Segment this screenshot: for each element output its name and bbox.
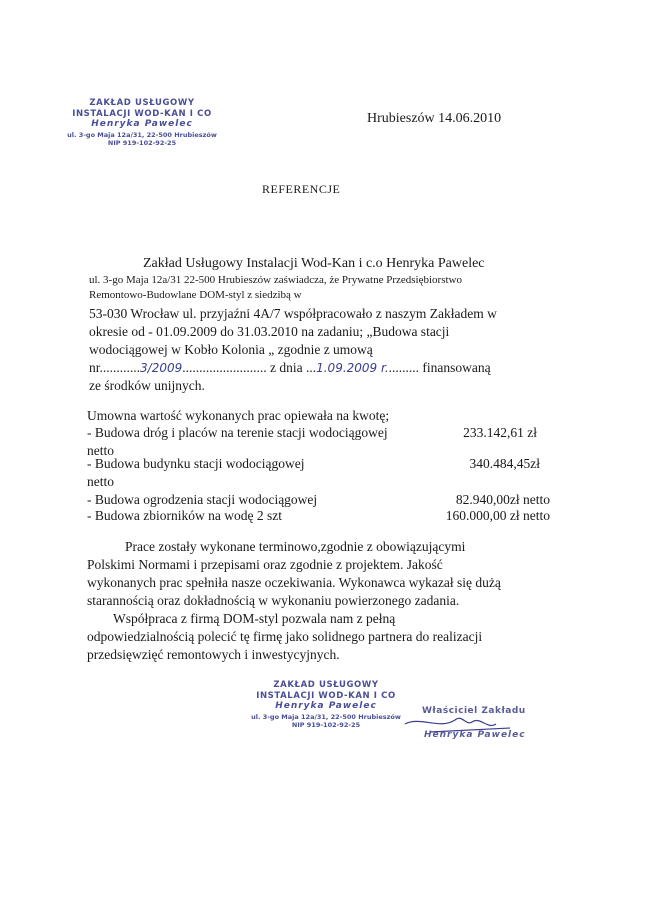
signature-block <box>400 700 550 760</box>
cost-item <box>87 424 537 442</box>
intro-line: ze środków unijnych. <box>89 378 205 393</box>
intro-line: okresie od - 01.09.2009 do 31.03.2010 na zadaniu; „Budowa stacji <box>89 324 450 339</box>
stamp-line: ul. 3-go Maja 12a/31, 22-500 Hrubieszów <box>67 130 217 139</box>
closing-line: Polskimi Normami i przepisami oraz zgodnie z projektem. Jakość <box>87 557 443 572</box>
dots: ............ <box>99 360 141 375</box>
stamp-line: ZAKŁAD USŁUGOWY <box>273 680 379 690</box>
cost-item-amount: 233.142,61 zł <box>463 425 537 440</box>
financed-word: finansowaną <box>422 360 491 375</box>
cost-item-amount: 160.000,00 zł netto <box>445 508 550 523</box>
stamp-line: NIP 919-102-92-25 <box>291 720 361 729</box>
closing-line: wykonanych prac spełniła nasze oczekiwania. Wykonawca wykazał się dużą <box>87 575 501 590</box>
stamp-line: Henryka Pawelec <box>91 119 193 130</box>
intro-line: wodociągowej w Kobło Kolonia „ zgodnie z umową <box>89 342 373 357</box>
contract-date: 1.09.2009 r. <box>316 361 389 375</box>
stamp-line: INSTALACJI WOD-KAN I CO <box>72 108 212 119</box>
stamp-line: ul. 3-go Maja 12a/31, 22-500 Hrubieszów <box>251 712 401 721</box>
document-title: REFERENCJE <box>262 182 341 196</box>
cost-item-label: - Budowa zbiorników na wodę 2 szt <box>87 508 282 523</box>
value-heading: Umowna wartość wykonanych prac opiewała na kwotę; <box>87 408 390 423</box>
cost-item-sub: netto <box>87 443 114 458</box>
signature-name: Henryka Pawelec <box>424 730 526 740</box>
company-stamp-top <box>62 98 222 147</box>
stamp-line: ZAKŁAD USŁUGOWY <box>89 98 195 108</box>
intro-line: 53-030 Wrocław ul. przyjaźni 4A/7 współpracowało z naszym Zakładem w <box>89 306 497 321</box>
closing-line: Prace zostały wykonane terminowo,zgodnie z obowiązującymi <box>125 539 466 554</box>
intro-company: Zakład Usługowy Instalacji Wod-Kan i c.o Henryka Pawelec <box>143 256 485 271</box>
closing-line: odpowiedzialnością polecić tę firmę jako solidnego partnera do realizacji <box>87 629 483 644</box>
stamp-line: INSTALACJI WOD-KAN I CO <box>256 690 396 701</box>
cost-item-amount: 82.940,00zł netto <box>455 492 550 507</box>
dots: ... <box>302 360 317 375</box>
cost-item-label: - Budowa budynku stacji wodociągowej <box>87 456 305 471</box>
cost-item <box>87 507 550 525</box>
closing-line: starannością oraz dokładnością w wykonaniu powierzonego zadania. <box>87 593 460 608</box>
closing-line: Współpraca z firmą DOM-styl pozwala nam z pełną <box>113 611 396 626</box>
signature-role: Właściciel Zakładu <box>422 706 526 716</box>
company-stamp-bottom <box>246 680 406 729</box>
dots: ......................... <box>182 360 267 375</box>
dots: ......... <box>388 360 420 375</box>
cost-item-amount: 340.484,45zł <box>469 456 540 471</box>
cost-item <box>87 455 540 473</box>
closing-line: przedsięwzięć remontowych i inwestycyjnych. <box>87 647 340 662</box>
stamp-line: NIP 919-102-92-25 <box>107 138 177 147</box>
contract-number: 3/2009 <box>140 361 183 375</box>
place-date: Hrubieszów 14.06.2010 <box>367 111 502 126</box>
intro-company2: Remontowo-Budowlane DOM-styl z siedzibą w <box>89 289 302 301</box>
contract-line <box>89 359 549 377</box>
nr-label: nr <box>89 360 100 375</box>
intro-address: ul. 3-go Maja 12a/31 22-500 Hrubieszów zaświadcza, że Prywatne Przedsiębiorstwo <box>89 274 462 286</box>
stamp-line: Henryka Pawelec <box>275 701 377 712</box>
cost-item-label: - Budowa ogrodzenia stacji wodociągowej <box>87 492 318 507</box>
cost-item-label: - Budowa dróg i placów na terenie stacji wodociągowej <box>87 425 388 440</box>
cost-item-sub: netto <box>87 474 114 489</box>
date-label: z dnia <box>269 360 303 375</box>
